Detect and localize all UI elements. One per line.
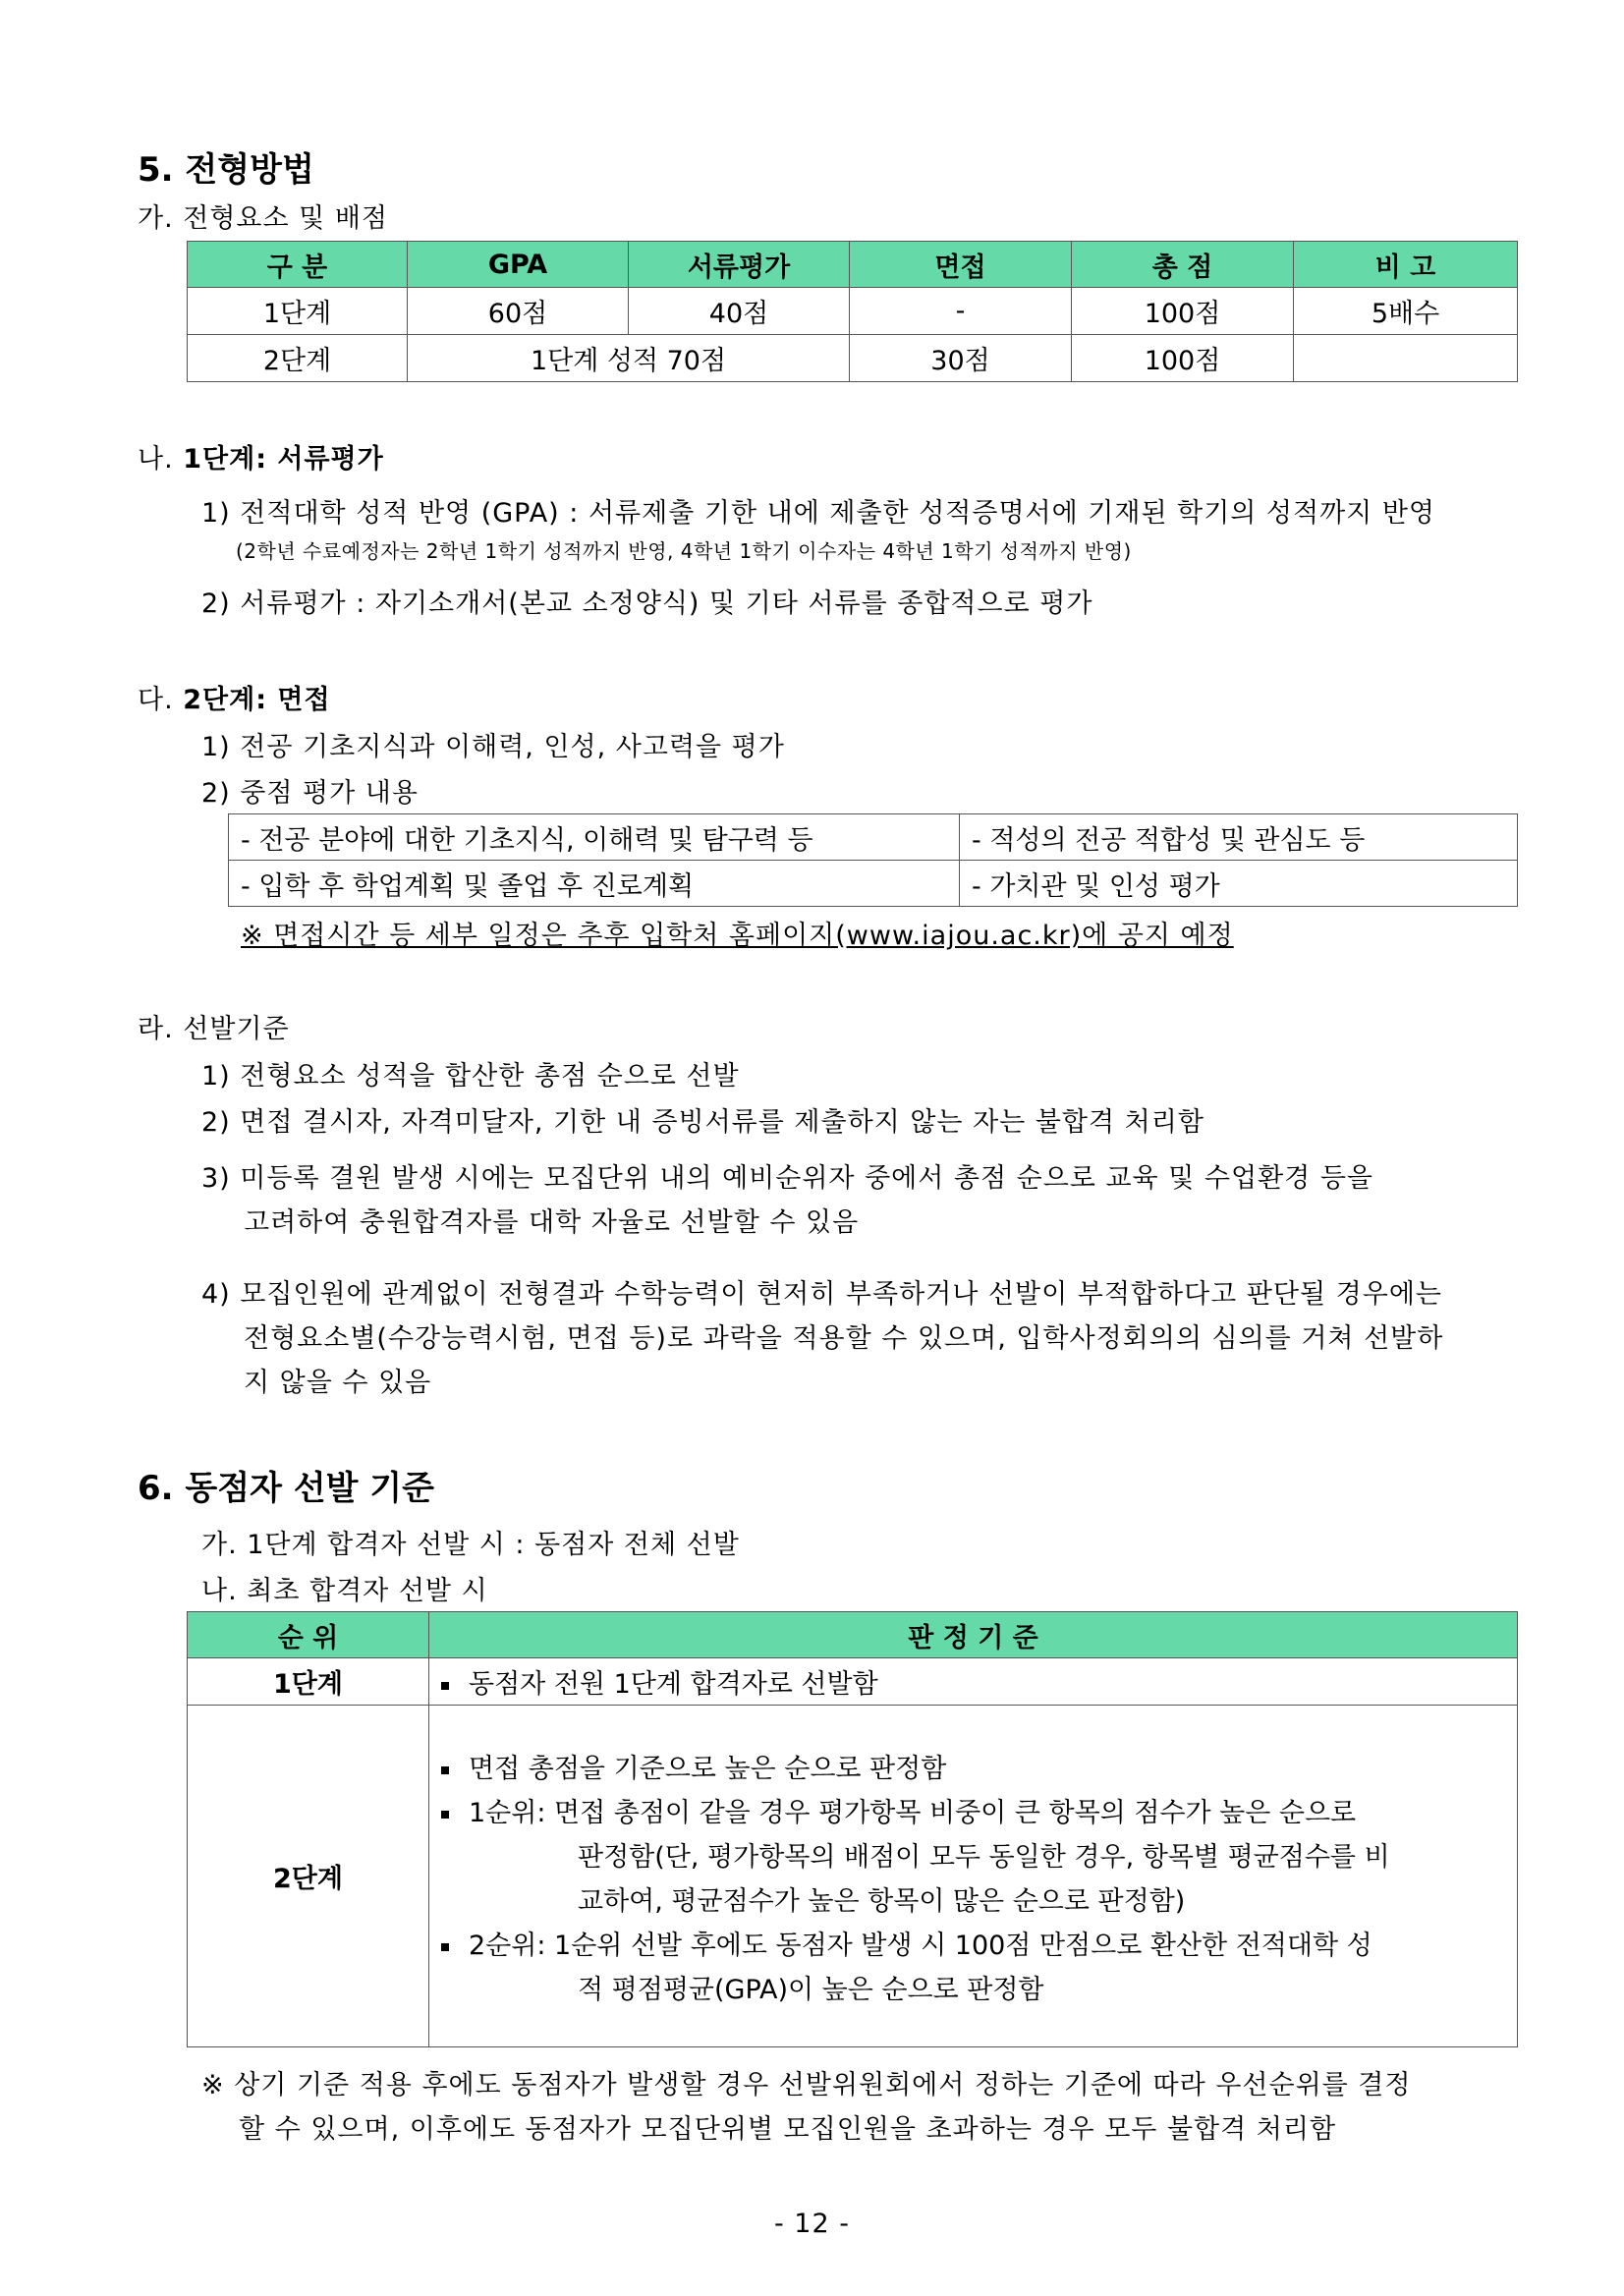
bullet-icon <box>441 1943 449 1951</box>
table-cell: 100점 <box>1072 288 1294 335</box>
stage-2-bullet-1 <box>441 1747 946 1785</box>
section-6-na: 나. 최초 합격자 선발 시 <box>201 1576 488 1606</box>
table-cell <box>1294 335 1518 382</box>
bullet-icon <box>441 1682 449 1690</box>
table-cell: 100점 <box>1072 335 1294 382</box>
table-cell: 30점 <box>850 335 1072 382</box>
focus-item: - 가치관 및 인성 평가 <box>960 861 1518 907</box>
bullet-2-line-2: 판정함(단, 평가항목의 배점이 모두 동일한 경우, 항목별 평균점수를 비 <box>578 1842 1390 1873</box>
table-cell: 40점 <box>629 288 850 335</box>
header-cell: 순 위 <box>188 1612 429 1658</box>
ra-item-2: 2) 면접 결시자, 자격미달자, 기한 내 증빙서류를 제출하지 않는 자는 불합격 처리함 <box>201 1107 1204 1138</box>
table-cell: 2단계 <box>188 335 408 382</box>
da-item-1: 1) 전공 기초지식과 이해력, 인성, 사고력을 평가 <box>201 732 785 762</box>
header-cell: 판 정 기 준 <box>429 1612 1518 1658</box>
ra-item-3-line-2: 고려하여 충원합격자를 대학 자율로 선발할 수 있음 <box>244 1207 860 1238</box>
page-number: - 12 - <box>773 2209 850 2239</box>
na-prefix: 나. <box>138 444 184 475</box>
ra-item-4-line-3: 지 않을 수 있음 <box>244 1368 432 1398</box>
bullet-1-text: 면접 총점을 기준으로 높은 순으로 판정함 <box>469 1754 947 1784</box>
header-cell: GPA <box>408 242 629 288</box>
section-6-title: 6. 동점자 선발 기준 <box>138 1469 434 1508</box>
stage-2-criteria <box>429 1706 1518 2047</box>
bullet-2-line-3: 교하여, 평균점수가 높은 항목이 많은 순으로 판정함) <box>578 1886 1186 1917</box>
stage-1-text: 동점자 전원 1단계 합격자로 선발함 <box>469 1669 878 1700</box>
bullet-2-line-1: 1순위: 면접 총점이 같을 경우 평가항목 비중이 큰 항목의 점수가 높은 순으로 <box>469 1798 1357 1828</box>
stage-2-bullet-3 <box>441 1924 1372 1962</box>
ra-item-4-line-1: 4) 모집인원에 관계없이 전형결과 수학능력이 현저히 부족하거나 선발이 부적합하다고 판단될 경우에는 <box>201 1279 1442 1310</box>
focus-item: - 입학 후 학업계획 및 졸업 후 진로계획 <box>229 861 960 907</box>
table-row <box>188 1658 1518 1706</box>
da-item-2: 2) 중점 평가 내용 <box>201 778 419 809</box>
tiebreak-note-line-1: ※ 상기 기준 적용 후에도 동점자가 발생할 경우 선발위원회에서 정하는 기준에 따라 우선순위를 결정 <box>201 2070 1412 2100</box>
table-cell: 1단계 성적 70점 <box>408 335 850 382</box>
ra-item-3-line-1: 3) 미등록 결원 발생 시에는 모집단위 내의 예비순위자 중에서 총점 순으로 교육 및 수업환경 등을 <box>201 1163 1373 1194</box>
section-5-title: 5. 전형방법 <box>138 150 314 190</box>
header-cell: 비 고 <box>1294 242 1518 288</box>
stage-2-label: 2단계 <box>188 1706 429 2047</box>
section-6-ga: 가. 1단계 합격자 선발 시 : 동점자 전체 선발 <box>201 1530 740 1560</box>
focus-item: - 전공 분야에 대한 기초지식, 이해력 및 탐구력 등 <box>229 814 960 861</box>
table-row <box>188 1706 1518 2047</box>
table-cell: 1단계 <box>188 288 408 335</box>
bullet-3-line-1: 2순위: 1순위 선발 후에도 동점자 발생 시 100점 만점으로 환산한 전적대학 성 <box>469 1931 1372 1961</box>
section-5-ga-title: 가. 전형요소 및 배점 <box>138 203 388 234</box>
stage-2-bullet-2 <box>441 1791 1502 1829</box>
header-cell: 총 점 <box>1072 242 1294 288</box>
ra-item-4-line-2: 전형요소별(수강능력시험, 면접 등)로 과락을 적용할 수 있으며, 입학사정회의의 심의를 거쳐 선발하 <box>244 1323 1444 1354</box>
bullet-icon <box>441 1811 449 1819</box>
na-title: 1단계: 서류평가 <box>183 444 384 475</box>
na-heading <box>138 437 384 476</box>
da-prefix: 다. <box>138 685 184 715</box>
scoring-table <box>187 241 1518 382</box>
na-item-2: 2) 서류평가 : 자기소개서(본교 소정양식) 및 기타 서류를 종합적으로 평가 <box>201 588 1093 619</box>
table-row <box>188 288 1518 335</box>
header-cell: 구 분 <box>188 242 408 288</box>
table-cell: 5배수 <box>1294 288 1518 335</box>
table-row <box>188 335 1518 382</box>
focus-item: - 적성의 전공 적합성 및 관심도 등 <box>960 814 1518 861</box>
interview-focus-box <box>228 813 1518 907</box>
bullet-3-line-2: 적 평점평균(GPA)이 높은 순으로 판정함 <box>578 1975 1044 2005</box>
bullet-icon <box>441 1766 449 1774</box>
tiebreak-table <box>187 1611 1518 2047</box>
stage-1-label: 1단계 <box>188 1658 429 1706</box>
tiebreak-note-line-2: 할 수 있으며, 이후에도 동점자가 모집단위별 모집인원을 초과하는 경우 모두 불합격 처리함 <box>239 2114 1337 2145</box>
da-heading <box>138 678 331 716</box>
interview-schedule-note: ※ 면접시간 등 세부 일정은 추후 입학처 홈페이지(www.iajou.ac.kr)에 공지 예정 <box>241 921 1234 951</box>
table-cell: 60점 <box>408 288 629 335</box>
table-cell: - <box>850 288 1072 335</box>
header-cell: 서류평가 <box>629 242 850 288</box>
header-cell: 면접 <box>850 242 1072 288</box>
ra-heading: 라. 선발기준 <box>138 1014 290 1044</box>
na-item-1-note: (2학년 수료예정자는 2학년 1학기 성적까지 반영, 4학년 1학기 이수자는 4학년 1학기 성적까지 반영) <box>236 539 1132 563</box>
na-item-1: 1) 전적대학 성적 반영 (GPA) : 서류제출 기한 내에 제출한 성적증명서에 기재된 학기의 성적까지 반영 <box>201 498 1436 529</box>
da-title: 2단계: 면접 <box>183 685 331 715</box>
stage-1-criteria <box>429 1658 1518 1706</box>
ra-item-1: 1) 전형요소 성적을 합산한 총점 순으로 선발 <box>201 1061 740 1092</box>
